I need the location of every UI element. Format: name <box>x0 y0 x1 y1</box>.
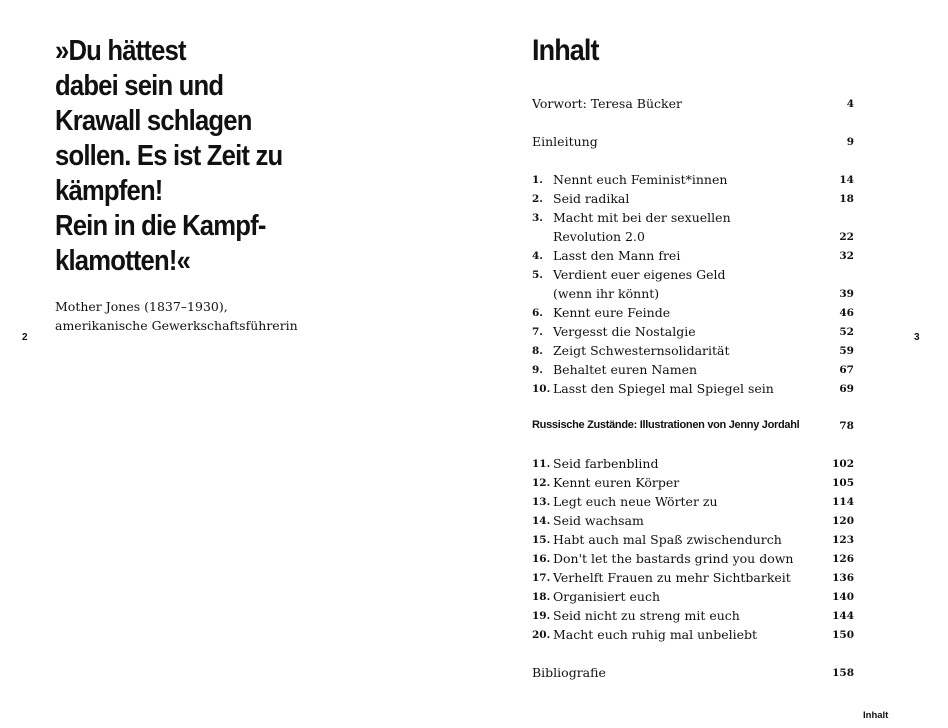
toc-entry-label: Verdient euer eigenes Geld <box>553 267 726 282</box>
attribution-line: Mother Jones (1837–1930), <box>55 299 228 314</box>
quote-attribution <box>55 297 298 335</box>
toc-entry-page: 67 <box>839 364 854 376</box>
toc-entry-label: Seid wachsam <box>553 513 644 528</box>
quote-line: Rein in die Kampf- <box>55 210 266 242</box>
toc-entry-number: 8. <box>532 345 543 357</box>
toc-entry-page: 144 <box>832 610 854 622</box>
toc-entry-page: 136 <box>832 572 854 584</box>
toc-entry-number: 2. <box>532 193 543 205</box>
quote-line: kämpfen! <box>55 175 163 207</box>
toc-entry-label: Macht euch ruhig mal unbeliebt <box>553 627 758 642</box>
toc-entry-label: Kennt euren Körper <box>553 475 680 490</box>
toc-entry-number: 13. <box>532 496 551 508</box>
toc-entry-number: 5. <box>532 269 543 281</box>
toc-entry-label: Bibliografie <box>532 665 606 680</box>
quote-line: »Du hättest <box>55 35 186 67</box>
attribution-line: amerikanische Gewerkschaftsführerin <box>55 318 298 333</box>
toc-entry-label: Seid radikal <box>553 191 630 206</box>
toc-entry-page: 9 <box>846 136 854 148</box>
toc-entry-page: 22 <box>839 231 854 243</box>
toc-entry-number: 9. <box>532 364 543 376</box>
toc-entry-number: 12. <box>532 477 551 489</box>
toc-entry-page: 126 <box>832 553 854 565</box>
toc-entry-number: 7. <box>532 326 543 338</box>
toc-title: Inhalt <box>532 34 599 67</box>
running-footer: Inhalt <box>863 710 889 721</box>
quote-line: sollen. Es ist Zeit zu <box>55 140 283 172</box>
toc-entry-label: Organisiert euch <box>553 589 661 604</box>
page-number-right: 3 <box>914 332 920 343</box>
toc-entry-label: Nennt euch Feminist*innen <box>553 172 728 187</box>
toc-entry-label: Lasst den Spiegel mal Spiegel sein <box>553 381 774 396</box>
toc-entry-number: 20. <box>532 629 551 641</box>
toc-entry-page: 78 <box>839 420 854 432</box>
toc-entry-label: Russische Zustände: Illustrationen von Jenny Jordahl <box>532 419 800 431</box>
toc-entry-page: 140 <box>832 591 854 603</box>
toc-entry-label: Macht mit bei der sexuellen <box>553 210 731 225</box>
quote-line: dabei sein und <box>55 70 224 102</box>
toc-entry-page: 105 <box>832 477 854 489</box>
toc-entry-number: 3. <box>532 212 543 224</box>
toc-entry-label: Legt euch neue Wörter zu <box>553 494 718 509</box>
page-number-left: 2 <box>22 332 28 343</box>
toc-entry-label-continued: (wenn ihr könnt) <box>553 286 660 301</box>
toc-entry-number: 11. <box>532 458 551 470</box>
toc-entry-label: Seid farbenblind <box>553 456 659 471</box>
toc-entry-page: 102 <box>832 458 854 470</box>
epigraph-quote <box>55 34 298 279</box>
toc-entry-label: Lasst den Mann frei <box>553 248 681 263</box>
toc-entry-number: 18. <box>532 591 551 603</box>
toc-entry-label: Zeigt Schwesternsolidarität <box>553 343 730 358</box>
quote-line: Krawall schlagen <box>55 105 252 137</box>
toc-entry-label: Einleitung <box>532 134 598 149</box>
toc-entry-page: 39 <box>839 288 854 300</box>
toc-entry-number: 1. <box>532 174 543 186</box>
quote-line: klamotten!« <box>55 245 191 277</box>
toc-entry-page: 59 <box>839 345 854 357</box>
toc-entry-label: Behaltet euren Namen <box>553 362 698 377</box>
toc-entry-number: 15. <box>532 534 551 546</box>
toc-entry-number: 6. <box>532 307 543 319</box>
toc-entry-number: 16. <box>532 553 551 565</box>
toc-entry-label: Verhelft Frauen zu mehr Sichtbarkeit <box>553 570 791 585</box>
toc-entry-label: Kennt eure Feinde <box>553 305 671 320</box>
toc-entry-page: 123 <box>832 534 854 546</box>
toc-entry[interactable] <box>532 265 854 303</box>
toc-entry-page: 120 <box>832 515 854 527</box>
toc-entry-label: Vergesst die Nostalgie <box>553 324 696 339</box>
toc-entry-page: 32 <box>839 250 854 262</box>
toc-entry-number: 4. <box>532 250 543 262</box>
toc-entry-label: Seid nicht zu streng mit euch <box>553 608 740 623</box>
toc-entry-page: 114 <box>832 496 854 508</box>
toc-entry-page: 46 <box>839 307 854 319</box>
toc-entry-label: Don't let the bastards grind you down <box>553 551 794 566</box>
toc-entry-number: 14. <box>532 515 551 527</box>
toc-entry-page: 158 <box>832 667 854 679</box>
toc-entry-number: 10. <box>532 383 551 395</box>
toc-entry-label: Vorwort: Teresa Bücker <box>532 96 682 111</box>
toc-entry-page: 14 <box>839 174 854 186</box>
right-page <box>474 0 948 728</box>
toc-entry-label: Habt auch mal Spaß zwischendurch <box>553 532 782 547</box>
toc-entry[interactable] <box>532 208 854 246</box>
toc-entry-page: 69 <box>839 383 854 395</box>
toc-entry-number: 17. <box>532 572 551 584</box>
toc-entry-page: 4 <box>846 98 854 110</box>
toc-entry-label-continued: Revolution 2.0 <box>553 229 645 244</box>
toc-entry-number: 19. <box>532 610 551 622</box>
toc-entry-page: 52 <box>839 326 854 338</box>
toc-entry-page: 18 <box>839 193 854 205</box>
toc-entry-page: 150 <box>832 629 854 641</box>
